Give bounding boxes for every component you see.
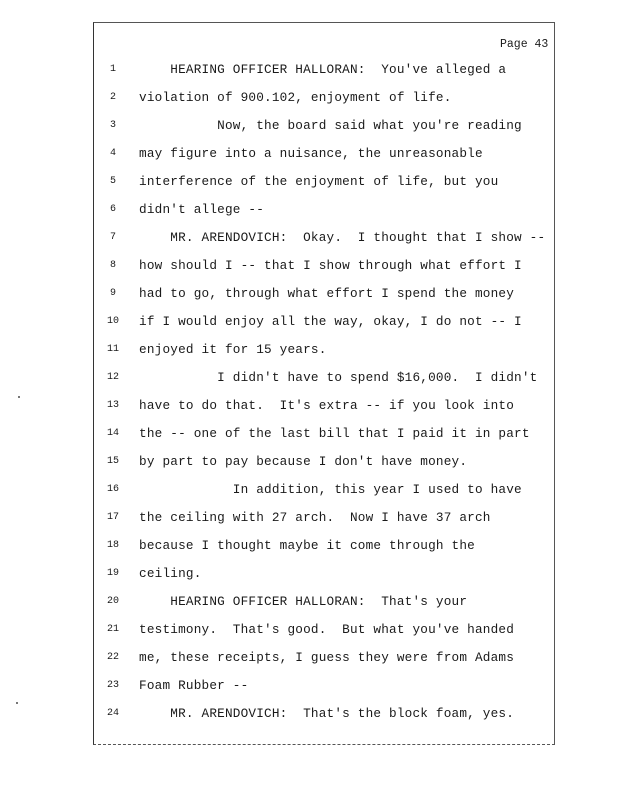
line-text: violation of 900.102, enjoyment of life. bbox=[139, 90, 452, 105]
line-text: if I would enjoy all the way, okay, I do not -- I bbox=[139, 314, 522, 329]
line-number: 24 bbox=[106, 708, 119, 719]
line-text: MR. ARENDOVICH: That's the block foam, yes. bbox=[139, 706, 515, 721]
line-number: 4 bbox=[109, 148, 116, 159]
line-number: 2 bbox=[109, 92, 116, 103]
line-text: enjoyed it for 15 years. bbox=[139, 342, 327, 357]
line-text: by part to pay because I don't have money. bbox=[139, 454, 468, 469]
transcript-line bbox=[93, 228, 555, 248]
line-text: MR. ARENDOVICH: Okay. I thought that I show -- bbox=[139, 230, 546, 245]
line-text: the ceiling with 27 arch. Now I have 37 arch bbox=[139, 510, 491, 525]
line-number: 3 bbox=[109, 120, 116, 131]
transcript-line bbox=[93, 60, 555, 80]
line-number: 19 bbox=[106, 568, 119, 579]
line-text: me, these receipts, I guess they were from Adams bbox=[139, 650, 515, 665]
page-number: Page 43 bbox=[500, 38, 549, 51]
scan-speck bbox=[16, 702, 18, 704]
line-number: 18 bbox=[106, 540, 119, 551]
transcript-line bbox=[93, 424, 555, 444]
line-text: HEARING OFFICER HALLORAN: That's your bbox=[139, 594, 468, 609]
line-number: 15 bbox=[106, 456, 119, 467]
line-text: because I thought maybe it come through the bbox=[139, 538, 475, 553]
transcript-line bbox=[93, 452, 555, 472]
transcript-line bbox=[93, 368, 555, 388]
line-number: 20 bbox=[106, 596, 119, 607]
line-number: 22 bbox=[106, 652, 119, 663]
line-number: 8 bbox=[109, 260, 116, 271]
line-text: the -- one of the last bill that I paid it in part bbox=[139, 426, 530, 441]
line-number: 7 bbox=[109, 232, 116, 243]
line-text: ceiling. bbox=[139, 566, 202, 581]
transcript-line bbox=[93, 340, 555, 360]
line-text: interference of the enjoyment of life, but you bbox=[139, 174, 499, 189]
line-number: 17 bbox=[106, 512, 119, 523]
transcript-line bbox=[93, 648, 555, 668]
transcript-line bbox=[93, 256, 555, 276]
line-number: 13 bbox=[106, 400, 119, 411]
line-number: 10 bbox=[106, 316, 119, 327]
line-text: Foam Rubber -- bbox=[139, 678, 249, 693]
transcript-line bbox=[93, 536, 555, 556]
line-number: 9 bbox=[109, 288, 116, 299]
transcript-line bbox=[93, 396, 555, 416]
line-number: 23 bbox=[106, 680, 119, 691]
line-text: In addition, this year I used to have bbox=[139, 482, 522, 497]
transcript-line bbox=[93, 620, 555, 640]
transcript-line bbox=[93, 704, 555, 724]
transcript-line bbox=[93, 144, 555, 164]
transcript-line bbox=[93, 312, 555, 332]
transcript-line bbox=[93, 116, 555, 136]
line-text: Now, the board said what you're reading bbox=[139, 118, 522, 133]
transcript-line bbox=[93, 480, 555, 500]
transcript-line bbox=[93, 200, 555, 220]
transcript-line bbox=[93, 564, 555, 584]
scan-speck bbox=[18, 396, 20, 398]
transcript-line bbox=[93, 172, 555, 192]
transcript-line bbox=[93, 592, 555, 612]
line-number: 5 bbox=[109, 176, 116, 187]
line-number: 1 bbox=[109, 64, 116, 75]
transcript-line bbox=[93, 88, 555, 108]
line-text: I didn't have to spend $16,000. I didn't bbox=[139, 370, 538, 385]
line-number: 6 bbox=[109, 204, 116, 215]
line-text: didn't allege -- bbox=[139, 202, 265, 217]
line-number: 14 bbox=[106, 428, 119, 439]
line-number: 21 bbox=[106, 624, 119, 635]
line-text: may figure into a nuisance, the unreasonable bbox=[139, 146, 483, 161]
transcript-line bbox=[93, 676, 555, 696]
line-number: 16 bbox=[106, 484, 119, 495]
line-text: HEARING OFFICER HALLORAN: You've alleged a bbox=[139, 62, 507, 77]
line-number: 11 bbox=[106, 344, 119, 355]
line-text: how should I -- that I show through what effort I bbox=[139, 258, 522, 273]
transcript-line bbox=[93, 284, 555, 304]
transcript-line bbox=[93, 508, 555, 528]
line-text: have to do that. It's extra -- if you look into bbox=[139, 398, 515, 413]
line-number: 12 bbox=[106, 372, 119, 383]
line-text: had to go, through what effort I spend the money bbox=[139, 286, 515, 301]
line-text: testimony. That's good. But what you've handed bbox=[139, 622, 515, 637]
